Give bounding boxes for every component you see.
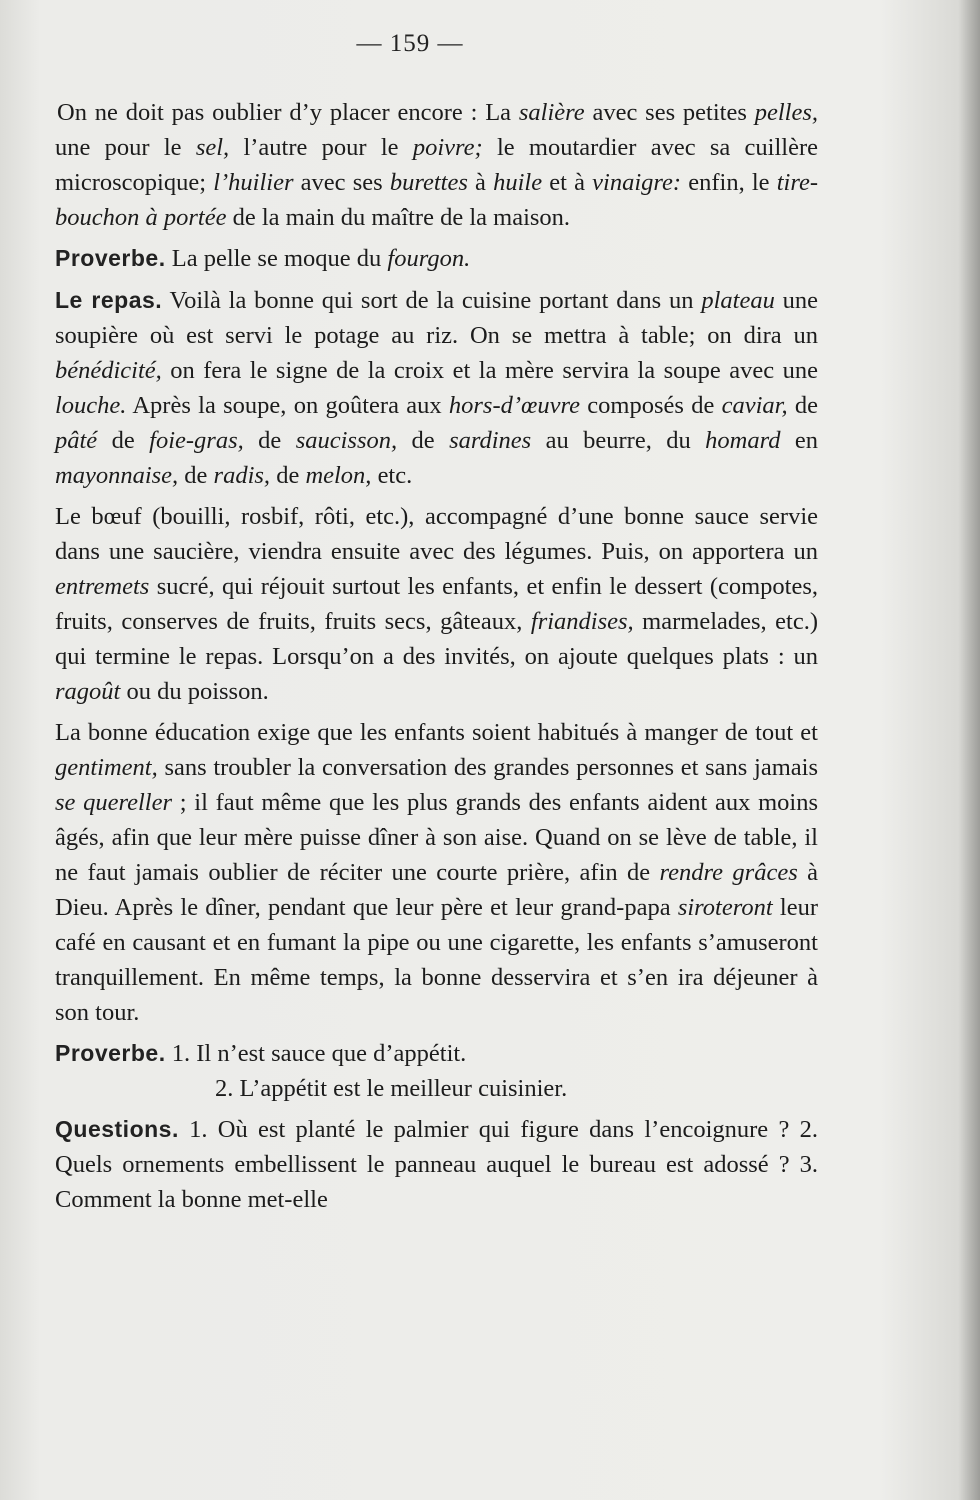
italic-term: saucisson,: [295, 427, 398, 454]
text-run: à Dieu. Après le dîner, pendant que leur père et leur grand-papa: [55, 859, 818, 921]
text-run: La bonne éducation exige que les enfants soient habitués à manger de tout et: [55, 719, 818, 746]
text-run: et à: [542, 169, 593, 196]
italic-term: melon,: [305, 462, 372, 489]
italic-term: poivre;: [412, 134, 483, 161]
text-run: de: [397, 427, 450, 454]
text-run: Après la soupe, on goûtera aux: [126, 392, 449, 419]
italic-term: pâté: [55, 427, 98, 454]
text-run: l’autre pour le: [229, 134, 413, 161]
italic-term: sel,: [195, 134, 230, 161]
page-number: — 159 —: [356, 30, 464, 57]
text-run: de: [787, 392, 819, 419]
text-run: marmelades, etc.) qui termine le repas. Lorsqu’on a des invités, on ajoute quelques plats : un: [55, 608, 819, 670]
text-run: une soupière où est servi le potage au riz. On se mettra à table; on dira un: [55, 287, 819, 349]
text-run: On ne doit pas oublier d’y placer encore : La: [57, 99, 519, 126]
text-run: une pour le: [55, 134, 196, 161]
text-run: au beurre, du: [531, 427, 706, 454]
paragraph-bonne-education: [55, 715, 818, 1030]
text-run: Voilà la bonne qui sort de la cuisine portant dans un: [162, 287, 702, 314]
italic-term: se quereller: [55, 789, 173, 816]
italic-term: entremets: [55, 573, 150, 600]
italic-term: ragoût: [55, 678, 121, 705]
italic-term: siroteront: [677, 894, 773, 921]
text-run: à: [467, 169, 494, 196]
text-run: de: [270, 462, 306, 489]
italic-term: mayonnaise,: [55, 462, 179, 489]
italic-term: louche.: [55, 392, 127, 419]
italic-term: salière: [518, 99, 585, 126]
page-edge-shadow: [958, 0, 980, 1500]
paragraph-proverbe-2: [55, 1036, 818, 1071]
text-run: ; il faut même que les plus grands des enfants aident aux moins âgés, afin que leur mère puisse dîner à son aise. Quand on se lève de table, il ne faut jamais oublier de réciter une courte prière, afin de: [55, 789, 818, 886]
italic-term: friandises,: [530, 608, 634, 635]
section-label: Le repas.: [55, 287, 163, 313]
text-run: avec ses: [293, 169, 390, 196]
text-run: 2. L’appétit est le meilleur cuisinier.: [215, 1075, 568, 1102]
italic-term: tire-bouchon à portée: [55, 169, 818, 231]
italic-term: bénédicité,: [55, 357, 162, 384]
text-run: La pelle se moque du: [165, 245, 388, 272]
italic-term: radis,: [213, 462, 271, 489]
italic-term: l’huilier: [213, 169, 294, 196]
italic-term: plateau: [701, 287, 775, 314]
italic-term: caviar,: [721, 392, 788, 419]
text-run: composés de: [580, 392, 722, 419]
text-run: de: [178, 462, 214, 489]
text-run: avec ses petites: [584, 99, 755, 126]
text-run: 1. Où est planté le palmier qui figure dans l’encoignure ? 2. Quels ornements embellissent le panneau auquel le bureau est adossé ? 3. Comment la bonne met-elle: [55, 1116, 818, 1213]
text-run: le moutardier avec sa cuillère microscopique;: [55, 134, 818, 196]
text-run: Le bœuf (bouilli, rosbif, rôti, etc.), accompagné d’une bonne sauce servie dans une saucière, viendra ensuite avec des légumes. Puis, on apportera un: [55, 503, 818, 565]
italic-term: foie-gras,: [149, 427, 244, 454]
section-label: Questions.: [55, 1116, 179, 1142]
text-run: on fera le signe de la croix et la mère servira la soupe avec une: [161, 357, 818, 384]
text-run: ou du poisson.: [120, 678, 269, 705]
text-run: sucré, qui réjouit surtout les enfants, et enfin le dessert (compotes, fruits, conserves de fruits, fruits secs, gâteaux,: [55, 573, 818, 635]
text-run: en: [780, 427, 819, 454]
paragraph-le-boeuf: [55, 499, 818, 709]
italic-term: gentiment,: [55, 754, 158, 781]
proverbe-2-second-line: [55, 1071, 818, 1106]
paragraph-proverbe-1: [55, 241, 818, 276]
italic-term: vinaigre:: [592, 169, 682, 196]
section-label: Proverbe.: [55, 1040, 166, 1066]
italic-term: homard: [705, 427, 781, 454]
italic-term: hors-d’œuvre: [448, 392, 580, 419]
italic-term: huile: [493, 169, 543, 196]
text-run: enfin, le: [681, 169, 777, 196]
italic-term: rendre grâces: [659, 859, 798, 886]
text-run: de la main du maître de la maison.: [226, 204, 571, 231]
text-run: 1. Il n’est sauce que d’appétit.: [165, 1040, 467, 1067]
italic-term: burettes: [389, 169, 468, 196]
italic-term: pelles,: [754, 99, 818, 126]
text-run: etc.: [371, 462, 413, 489]
text-run: leur café en causant et en fumant la pipe ou une cigarette, les enfants s’amuseront tranquillement. En même temps, la bonne desservira et s’en ira déjeuner à son tour.: [55, 894, 818, 1026]
paragraph-table-setting: [55, 95, 818, 235]
italic-term: sardines: [449, 427, 532, 454]
text-run: de: [97, 427, 150, 454]
paragraph-questions: [55, 1112, 818, 1217]
page-body: [55, 95, 818, 1217]
text-run: de: [243, 427, 296, 454]
paragraph-le-repas: [55, 283, 818, 493]
text-run: sans troubler la conversation des grandes personnes et sans jamais: [157, 754, 818, 781]
italic-term: fourgon.: [387, 245, 471, 272]
section-label: Proverbe.: [55, 245, 166, 271]
